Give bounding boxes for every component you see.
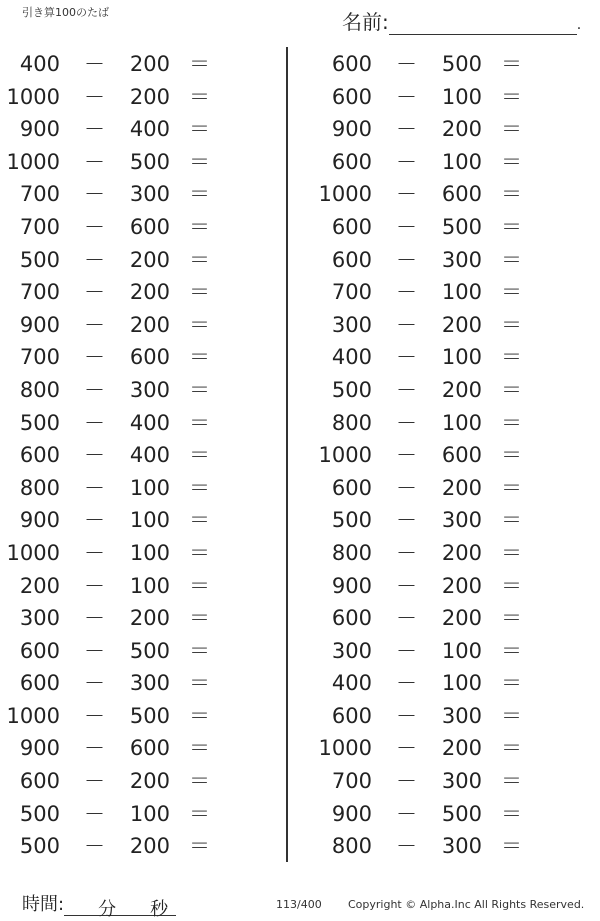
minus-sign: － xyxy=(84,703,105,728)
minus-sign: － xyxy=(84,769,105,794)
subtrahend: 200 xyxy=(129,606,170,631)
minuend: 900 xyxy=(19,736,60,761)
equals-sign: ＝ xyxy=(189,345,210,370)
problem-row xyxy=(318,146,588,179)
equals-sign: ＝ xyxy=(189,475,210,500)
subtrahend: 100 xyxy=(129,475,170,500)
problem-row xyxy=(6,81,276,114)
minuend: 800 xyxy=(19,475,60,500)
minuend: 500 xyxy=(19,834,60,859)
minus-sign: － xyxy=(84,540,105,565)
subtrahend: 200 xyxy=(441,312,482,337)
minus-sign: － xyxy=(396,117,417,142)
minus-sign: － xyxy=(396,475,417,500)
subtrahend: 200 xyxy=(129,769,170,794)
subtrahend: 100 xyxy=(441,149,482,174)
subtrahend: 200 xyxy=(129,84,170,109)
equals-sign: ＝ xyxy=(189,443,210,468)
equals-sign: ＝ xyxy=(501,149,522,174)
minuend: 900 xyxy=(331,117,372,142)
subtrahend: 300 xyxy=(129,377,170,402)
subtrahend: 500 xyxy=(441,801,482,826)
subtrahend: 100 xyxy=(441,671,482,696)
minuend: 600 xyxy=(19,769,60,794)
equals-sign: ＝ xyxy=(501,280,522,305)
problem-row xyxy=(6,211,276,244)
minuend: 500 xyxy=(19,247,60,272)
subtrahend: 500 xyxy=(441,214,482,239)
equals-sign: ＝ xyxy=(189,508,210,533)
problem-row xyxy=(318,798,588,831)
time-field xyxy=(22,890,176,920)
minus-sign: － xyxy=(396,345,417,370)
minus-sign: － xyxy=(396,508,417,533)
minuend: 600 xyxy=(19,638,60,663)
subtrahend: 300 xyxy=(441,247,482,272)
minuend: 700 xyxy=(19,280,60,305)
minuend: 300 xyxy=(331,312,372,337)
subtrahend: 200 xyxy=(441,475,482,500)
equals-sign: ＝ xyxy=(189,638,210,663)
equals-sign: ＝ xyxy=(189,84,210,109)
column-divider xyxy=(286,47,288,862)
minus-sign: － xyxy=(396,182,417,207)
minuend: 200 xyxy=(19,573,60,598)
subtrahend: 400 xyxy=(129,443,170,468)
minuend: 1000 xyxy=(318,182,372,207)
problem-row xyxy=(6,374,276,407)
minus-sign: － xyxy=(396,671,417,696)
subtrahend: 600 xyxy=(441,443,482,468)
problem-row xyxy=(318,537,588,570)
minus-sign: － xyxy=(84,149,105,174)
equals-sign: ＝ xyxy=(189,52,210,76)
minus-sign: － xyxy=(396,280,417,305)
equals-sign: ＝ xyxy=(189,801,210,826)
left-problem-column xyxy=(6,48,276,863)
minuend: 1000 xyxy=(318,443,372,468)
subtrahend: 300 xyxy=(441,769,482,794)
subtrahend: 200 xyxy=(129,312,170,337)
problem-row xyxy=(318,374,588,407)
equals-sign: ＝ xyxy=(189,736,210,761)
minus-sign: － xyxy=(396,214,417,239)
equals-sign: ＝ xyxy=(501,606,522,631)
subtrahend: 600 xyxy=(129,345,170,370)
minuend: 900 xyxy=(331,573,372,598)
subtrahend: 200 xyxy=(441,540,482,565)
problem-row xyxy=(6,635,276,668)
equals-sign: ＝ xyxy=(189,671,210,696)
equals-sign: ＝ xyxy=(189,703,210,728)
problem-row xyxy=(318,765,588,798)
subtrahend: 100 xyxy=(441,638,482,663)
minuend: 700 xyxy=(19,345,60,370)
problem-row xyxy=(6,439,276,472)
problem-row xyxy=(318,48,588,81)
problem-row xyxy=(318,407,588,440)
problem-row xyxy=(318,81,588,114)
subtrahend: 600 xyxy=(129,214,170,239)
problem-row xyxy=(318,341,588,374)
minus-sign: － xyxy=(396,703,417,728)
minuend: 500 xyxy=(19,801,60,826)
minuend: 600 xyxy=(331,52,372,76)
problem-row xyxy=(318,113,588,146)
name-blank-line[interactable] xyxy=(389,14,577,35)
equals-sign: ＝ xyxy=(189,410,210,435)
equals-sign: ＝ xyxy=(501,638,522,663)
minuend: 700 xyxy=(331,280,372,305)
problem-row xyxy=(318,211,588,244)
minuend: 500 xyxy=(331,377,372,402)
minuend: 600 xyxy=(331,214,372,239)
subtrahend: 600 xyxy=(129,736,170,761)
equals-sign: ＝ xyxy=(501,345,522,370)
subtrahend: 500 xyxy=(129,703,170,728)
subtrahend: 400 xyxy=(129,117,170,142)
minus-sign: － xyxy=(84,638,105,663)
problem-row xyxy=(6,309,276,342)
problem-row xyxy=(6,48,276,81)
problem-row xyxy=(318,439,588,472)
minus-sign: － xyxy=(84,508,105,533)
subtrahend: 300 xyxy=(441,703,482,728)
subtrahend: 500 xyxy=(441,52,482,76)
minus-sign: － xyxy=(84,312,105,337)
minus-sign: － xyxy=(396,638,417,663)
problem-row xyxy=(6,504,276,537)
subtrahend: 300 xyxy=(129,182,170,207)
minuend: 500 xyxy=(331,508,372,533)
minus-sign: － xyxy=(84,443,105,468)
subtrahend: 200 xyxy=(129,52,170,76)
minus-sign: － xyxy=(396,443,417,468)
equals-sign: ＝ xyxy=(501,801,522,826)
subtrahend: 200 xyxy=(441,117,482,142)
problem-row xyxy=(318,309,588,342)
minuend: 900 xyxy=(19,117,60,142)
time-label: 時間: xyxy=(22,894,65,915)
subtrahend: 100 xyxy=(441,280,482,305)
equals-sign: ＝ xyxy=(501,443,522,468)
name-dot: . xyxy=(576,17,582,33)
minutes-label: 分 xyxy=(98,899,117,920)
equals-sign: ＝ xyxy=(189,769,210,794)
subtrahend: 100 xyxy=(129,801,170,826)
subtrahend: 200 xyxy=(129,247,170,272)
problem-row xyxy=(318,178,588,211)
minuend: 600 xyxy=(331,149,372,174)
subtrahend: 600 xyxy=(441,182,482,207)
subtrahend: 200 xyxy=(129,280,170,305)
minuend: 600 xyxy=(331,606,372,631)
minuend: 1000 xyxy=(6,84,60,109)
minuend: 800 xyxy=(331,540,372,565)
minus-sign: － xyxy=(396,410,417,435)
problem-row xyxy=(6,276,276,309)
subtrahend: 300 xyxy=(129,671,170,696)
problem-row xyxy=(6,537,276,570)
problem-row xyxy=(6,798,276,831)
minus-sign: － xyxy=(396,312,417,337)
minus-sign: － xyxy=(84,117,105,142)
problem-row xyxy=(318,830,588,863)
subtrahend: 100 xyxy=(129,508,170,533)
equals-sign: ＝ xyxy=(501,182,522,207)
equals-sign: ＝ xyxy=(501,769,522,794)
problem-row xyxy=(318,570,588,603)
equals-sign: ＝ xyxy=(501,540,522,565)
equals-sign: ＝ xyxy=(501,671,522,696)
subtrahend: 100 xyxy=(441,84,482,109)
equals-sign: ＝ xyxy=(189,377,210,402)
name-field xyxy=(342,6,581,35)
minuend: 300 xyxy=(19,606,60,631)
minuend: 900 xyxy=(331,801,372,826)
equals-sign: ＝ xyxy=(501,214,522,239)
equals-sign: ＝ xyxy=(501,247,522,272)
equals-sign: ＝ xyxy=(189,540,210,565)
subtrahend: 100 xyxy=(441,410,482,435)
equals-sign: ＝ xyxy=(501,475,522,500)
problem-row xyxy=(6,244,276,277)
minus-sign: － xyxy=(396,736,417,761)
subtrahend: 500 xyxy=(129,638,170,663)
subtrahend: 200 xyxy=(129,834,170,859)
problem-row xyxy=(6,602,276,635)
minuend: 500 xyxy=(19,410,60,435)
problem-row xyxy=(6,146,276,179)
subtrahend: 100 xyxy=(129,540,170,565)
minus-sign: － xyxy=(84,573,105,598)
equals-sign: ＝ xyxy=(189,606,210,631)
problem-row xyxy=(318,504,588,537)
equals-sign: ＝ xyxy=(501,84,522,109)
minuend: 1000 xyxy=(318,736,372,761)
problem-row xyxy=(6,472,276,505)
equals-sign: ＝ xyxy=(501,834,522,859)
minus-sign: － xyxy=(84,52,105,76)
minuend: 800 xyxy=(331,834,372,859)
problem-row xyxy=(6,113,276,146)
problem-row xyxy=(318,700,588,733)
minuend: 600 xyxy=(331,475,372,500)
minuend: 300 xyxy=(331,638,372,663)
minus-sign: － xyxy=(84,247,105,272)
minuend: 700 xyxy=(19,182,60,207)
subtrahend: 100 xyxy=(129,573,170,598)
problem-row xyxy=(6,667,276,700)
minus-sign: － xyxy=(396,149,417,174)
minus-sign: － xyxy=(84,182,105,207)
minus-sign: － xyxy=(396,52,417,76)
subtrahend: 300 xyxy=(441,508,482,533)
copyright-notice: Copyright © Alpha.Inc All Rights Reserved. xyxy=(348,898,585,911)
problem-row xyxy=(6,341,276,374)
problem-row xyxy=(6,765,276,798)
minuend: 600 xyxy=(19,671,60,696)
page-number: 113/400 xyxy=(276,898,322,911)
problem-row xyxy=(6,830,276,863)
equals-sign: ＝ xyxy=(189,312,210,337)
subtrahend: 200 xyxy=(441,377,482,402)
minus-sign: － xyxy=(84,671,105,696)
problem-row xyxy=(318,732,588,765)
problem-row xyxy=(6,407,276,440)
minuend: 700 xyxy=(331,769,372,794)
minus-sign: － xyxy=(396,247,417,272)
problem-row xyxy=(318,602,588,635)
minus-sign: － xyxy=(84,84,105,109)
minuend: 900 xyxy=(19,508,60,533)
minuend: 1000 xyxy=(6,149,60,174)
subtrahend: 100 xyxy=(441,345,482,370)
problem-row xyxy=(6,700,276,733)
equals-sign: ＝ xyxy=(189,247,210,272)
equals-sign: ＝ xyxy=(189,117,210,142)
minus-sign: － xyxy=(396,573,417,598)
subtrahend: 400 xyxy=(129,410,170,435)
minuend: 600 xyxy=(331,703,372,728)
minus-sign: － xyxy=(84,410,105,435)
seconds-label: 秒 xyxy=(150,899,169,920)
minus-sign: － xyxy=(396,540,417,565)
minus-sign: － xyxy=(396,769,417,794)
minus-sign: － xyxy=(84,377,105,402)
minuend: 600 xyxy=(331,84,372,109)
minuend: 700 xyxy=(19,214,60,239)
subtrahend: 200 xyxy=(441,606,482,631)
problem-row xyxy=(318,276,588,309)
subtrahend: 500 xyxy=(129,149,170,174)
minus-sign: － xyxy=(84,834,105,859)
minuend: 400 xyxy=(19,52,60,76)
minus-sign: － xyxy=(396,801,417,826)
minus-sign: － xyxy=(84,606,105,631)
equals-sign: ＝ xyxy=(189,149,210,174)
equals-sign: ＝ xyxy=(189,573,210,598)
equals-sign: ＝ xyxy=(501,410,522,435)
subtrahend: 200 xyxy=(441,736,482,761)
equals-sign: ＝ xyxy=(501,312,522,337)
problem-row xyxy=(6,732,276,765)
problem-row xyxy=(6,570,276,603)
minus-sign: － xyxy=(396,377,417,402)
minus-sign: － xyxy=(84,801,105,826)
equals-sign: ＝ xyxy=(501,117,522,142)
minuend: 600 xyxy=(331,247,372,272)
minuend: 900 xyxy=(19,312,60,337)
equals-sign: ＝ xyxy=(189,280,210,305)
problem-row xyxy=(318,635,588,668)
minuend: 600 xyxy=(19,443,60,468)
minuend: 1000 xyxy=(6,703,60,728)
minus-sign: － xyxy=(396,834,417,859)
equals-sign: ＝ xyxy=(189,834,210,859)
problem-row xyxy=(318,244,588,277)
subtrahend: 200 xyxy=(441,573,482,598)
minus-sign: － xyxy=(84,280,105,305)
minuend: 800 xyxy=(331,410,372,435)
equals-sign: ＝ xyxy=(501,52,522,76)
minuend: 1000 xyxy=(6,540,60,565)
problem-row xyxy=(318,667,588,700)
equals-sign: ＝ xyxy=(501,573,522,598)
time-blank-line[interactable] xyxy=(64,895,176,920)
right-problem-column xyxy=(318,48,588,863)
equals-sign: ＝ xyxy=(189,182,210,207)
equals-sign: ＝ xyxy=(189,214,210,239)
name-label: 名前: xyxy=(342,10,389,34)
equals-sign: ＝ xyxy=(501,377,522,402)
equals-sign: ＝ xyxy=(501,508,522,533)
minus-sign: － xyxy=(84,475,105,500)
minuend: 400 xyxy=(331,345,372,370)
subtrahend: 300 xyxy=(441,834,482,859)
problem-row xyxy=(318,472,588,505)
minus-sign: － xyxy=(84,736,105,761)
minuend: 800 xyxy=(19,377,60,402)
equals-sign: ＝ xyxy=(501,703,522,728)
worksheet-title: 引き算100のたば xyxy=(22,6,109,19)
minus-sign: － xyxy=(396,84,417,109)
minus-sign: － xyxy=(84,345,105,370)
problem-row xyxy=(6,178,276,211)
minus-sign: － xyxy=(396,606,417,631)
equals-sign: ＝ xyxy=(501,736,522,761)
minuend: 400 xyxy=(331,671,372,696)
minus-sign: － xyxy=(84,214,105,239)
